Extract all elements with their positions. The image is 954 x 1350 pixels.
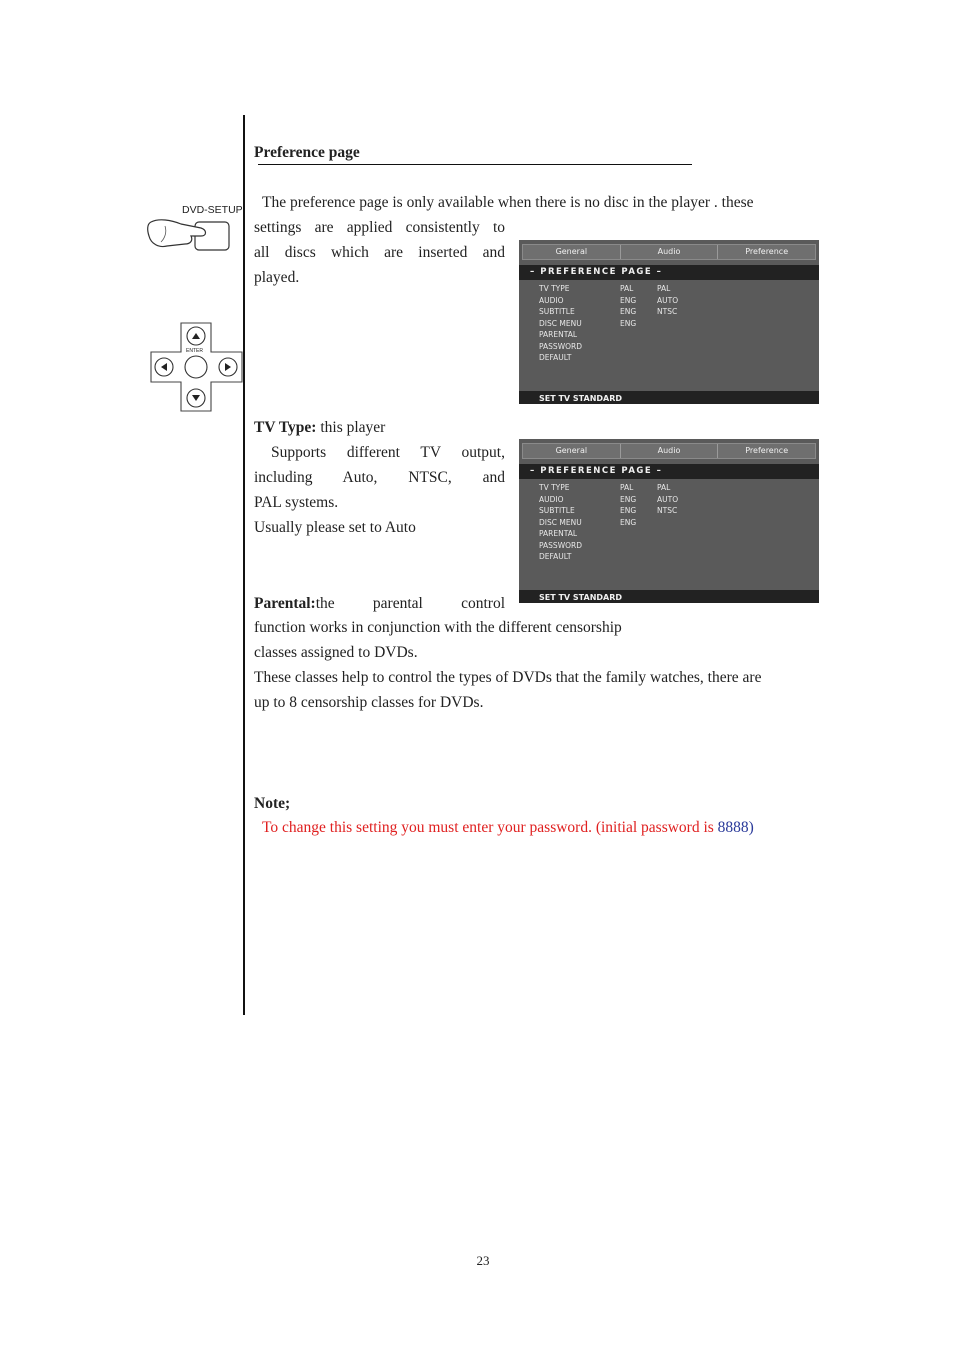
- osd-value: ENG: [620, 517, 637, 527]
- osd-item: SUBTITLE: [539, 307, 575, 316]
- osd-item: DEFAULT: [539, 552, 572, 561]
- osd-item: AUDIO: [539, 494, 564, 504]
- osd-item: SUBTITLE: [539, 506, 575, 515]
- intro-line: played.: [254, 269, 300, 286]
- osd-item: PARENTAL: [539, 330, 578, 339]
- osd-value: PAL: [620, 483, 634, 492]
- preference-page-screenshot: [519, 439, 819, 603]
- parental-word-parental: parental: [372, 595, 423, 612]
- osd-item: DISC MENU: [539, 318, 582, 328]
- parental-label: Parental:: [254, 595, 316, 612]
- osd-value: ENG: [620, 307, 637, 316]
- osd-item: PASSWORD: [539, 540, 583, 550]
- osd-option: PAL: [657, 284, 671, 293]
- osd-value: ENG: [620, 318, 637, 328]
- enter-label: ENTER: [186, 348, 203, 354]
- dpad-icon: [150, 322, 244, 412]
- osd-value: ENG: [620, 295, 637, 305]
- initial-password: 8888: [717, 819, 749, 836]
- intro-line: settings are applied consistently to: [254, 219, 505, 236]
- tv-type-label: TV Type:: [254, 419, 317, 436]
- tv-type-rest: this player: [316, 419, 386, 436]
- osd-item: TV TYPE: [539, 284, 570, 293]
- osd-item: AUDIO: [539, 295, 564, 305]
- parental-first-line: [254, 591, 505, 616]
- tv-type-line: including Auto, NTSC, and: [254, 469, 505, 486]
- osd-option: NTSC: [657, 307, 678, 316]
- osd-tab-audio: Audio: [621, 245, 719, 259]
- section-heading: Preference page: [254, 144, 360, 161]
- parental-word-control: control: [461, 595, 505, 612]
- osd-item: TV TYPE: [539, 483, 570, 492]
- osd-tab-audio: Audio: [621, 444, 719, 458]
- navigation-pad-illustration: [150, 322, 244, 412]
- tv-type-first-line: [254, 415, 385, 440]
- note-label: Note;: [254, 795, 291, 812]
- osd-item: DEFAULT: [539, 353, 572, 362]
- tv-type-line: Supports different TV output,: [271, 444, 505, 461]
- osd-footer: SET TV STANDARD: [519, 391, 819, 404]
- osd-tab-bar: [522, 443, 816, 459]
- osd-tab-preference: Preference: [745, 247, 789, 256]
- osd-value: ENG: [620, 506, 637, 515]
- osd-footer: SET TV STANDARD: [519, 590, 819, 603]
- osd-option: AUTO: [657, 494, 679, 504]
- tv-type-line: PAL systems.: [254, 494, 339, 511]
- parental-line: classes assigned to DVDs.: [254, 644, 418, 661]
- parental-line: These classes help to control the types of DVDs that the family watches, there are: [254, 669, 762, 686]
- preference-page-screenshot: [519, 240, 819, 404]
- osd-value: PAL: [620, 284, 634, 293]
- parental-line: up to 8 censorship classes for DVDs.: [254, 694, 484, 711]
- heading-underline: [258, 164, 692, 165]
- parental-line: function works in conjunction with the different censorship: [254, 619, 622, 636]
- osd-value: ENG: [620, 494, 637, 504]
- parental-word-the: the: [315, 595, 335, 612]
- note-text: [262, 815, 754, 840]
- osd-option: AUTO: [657, 295, 679, 305]
- intro-first-line: The preference page is only available when there is no disc in the player . these: [262, 194, 754, 211]
- osd-tab-preference: Preference: [745, 446, 789, 455]
- tv-type-usual: Usually please set to Auto: [254, 519, 416, 536]
- osd-tab-general: General: [523, 444, 621, 458]
- margin-rule: [243, 115, 245, 1015]
- osd-item: PASSWORD: [539, 341, 583, 351]
- osd-page-title: – PREFERENCE PAGE –: [519, 265, 819, 280]
- osd-item: PARENTAL: [539, 529, 578, 538]
- note-close-paren: ): [748, 819, 754, 836]
- osd-page-title: – PREFERENCE PAGE –: [519, 464, 819, 479]
- osd-tab-general: General: [523, 245, 621, 259]
- osd-tab-bar: [522, 244, 816, 260]
- osd-option: PAL: [657, 483, 671, 492]
- note-message: To change this setting you must enter your password. (initial password is: [262, 819, 718, 836]
- osd-option: NTSC: [657, 506, 678, 515]
- page-number: 23: [476, 1253, 490, 1268]
- intro-line: all discs which are inserted and: [254, 244, 505, 261]
- hand-pressing-button-icon: [145, 214, 243, 256]
- dvd-setup-label: DVD-SETUP: [182, 204, 243, 216]
- osd-item: DISC MENU: [539, 517, 582, 527]
- dvd-setup-illustration: [145, 200, 243, 256]
